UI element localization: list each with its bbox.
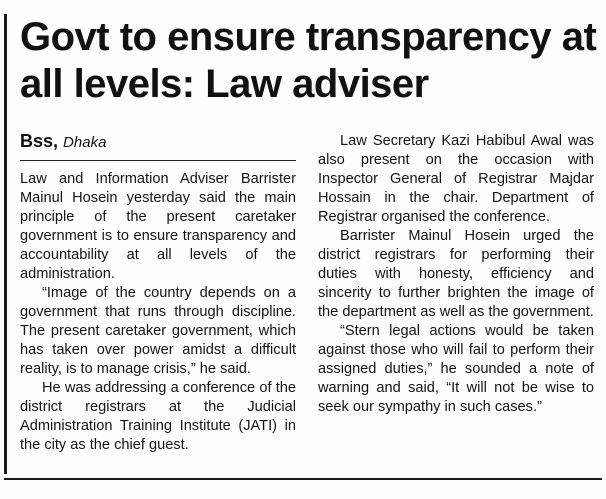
paragraph: Law and Information Adviser Barrister Mainul Hosein yesterday said the main principle of the present caretaker government is to ensure transparency and accountability at all levels of the administration.: [20, 171, 296, 282]
article-column-1: [20, 170, 296, 455]
left-border-rule: [4, 14, 7, 474]
paragraph: “Stern legal actions would be taken against those who will fail to perform their assigned duties,” he sounded a note of warning and said, “It will not be wise to seek our sympathy in such cases.”: [318, 323, 594, 415]
byline: [20, 126, 296, 161]
bottom-border-rule: [4, 478, 602, 480]
paragraph: Law Secretary Kazi Habibul Awal was also present on the occasion with Inspector General of Registrar Majdar Hossain in the chair. Department of Registrar organised the conference.: [318, 133, 594, 225]
byline-agency: Bss,: [20, 131, 59, 151]
headline: Govt to ensure transparency at all levels: Law adviser: [20, 15, 597, 106]
byline-place: Dhaka: [63, 134, 107, 151]
article-column-2: [318, 132, 594, 417]
paragraph: He was addressing a conference of the district registrars at the Judicial Administration Training Institute (JATI) in the city as the chief guest.: [20, 380, 296, 453]
paragraph: “Image of the country depends on a government that runs through discipline. The present caretaker government, which has taken over power amidst a difficult reality, is to manage crisis,” he said.: [20, 285, 296, 377]
paragraph: Barrister Mainul Hosein urged the district registrars for performing their duties with honesty, efficiency and sincerity to further brighten the image of the department as well as the government.: [318, 228, 594, 320]
